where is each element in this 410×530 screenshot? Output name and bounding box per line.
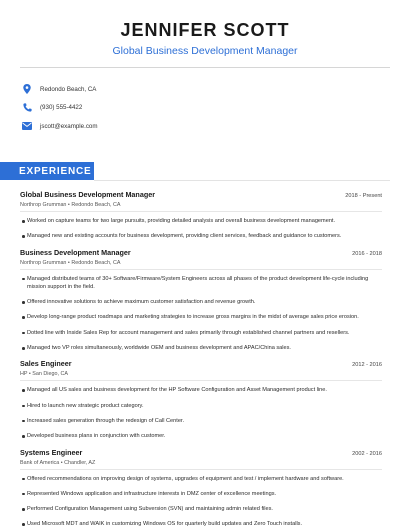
contact-phone xyxy=(22,99,410,117)
job-employer: Northrop Grumman • Redondo Beach, CA xyxy=(20,202,121,208)
job-dates: 2016 - 2018 xyxy=(352,250,382,257)
job-divider xyxy=(20,211,382,212)
job-bullet: Offered recommendations on improving design of systems, upgrades of equipment and test / implement hardware and software. xyxy=(27,475,382,483)
job-entry xyxy=(20,359,382,440)
job-bullet: Used Microsoft MDT and WAIK in customizing Windows OS for quarterly build updates and Zero Touch installs. xyxy=(27,520,382,528)
job-divider xyxy=(20,380,382,381)
job-bullets xyxy=(20,475,382,529)
job-role: Global Business Development Manager xyxy=(20,190,156,199)
location-pin-icon xyxy=(22,84,32,94)
job-bullets xyxy=(20,275,382,353)
contact-email xyxy=(22,117,410,135)
job-employer: Bank of America • Chandler, AZ xyxy=(20,459,96,466)
contact-phone-text: (930) 555-4422 xyxy=(40,104,83,111)
job-bullets xyxy=(20,386,382,440)
job-bullet: Managed two VP roles simultaneously, worldwide OEM and business development and APAC/China sales. xyxy=(27,344,382,352)
job-bullets xyxy=(20,217,382,241)
job-divider xyxy=(20,269,382,270)
job-bullet: Offered innovative solutions to achieve maximum customer satisfaction and revenue growth. xyxy=(27,298,382,306)
section-divider xyxy=(94,180,390,181)
candidate-name: JENNIFER SCOTT xyxy=(120,20,290,40)
job-bullet: Hired to launch new strategic product category. xyxy=(27,402,382,410)
job-dates: 2002 - 2016 xyxy=(352,450,382,457)
job-divider xyxy=(20,469,382,470)
job-bullet: Performed Configuration Management using Subversion (SVN) and maintaining admin related files. xyxy=(27,505,382,513)
job-dates: 2018 - Present xyxy=(345,193,382,199)
contact-location xyxy=(22,80,410,98)
contact-list xyxy=(0,68,410,135)
job-bullet: Develop long-range product roadmaps and marketing strategies to increase gross margins in the midst of average sales price erosion. xyxy=(27,313,382,321)
candidate-title: Global Business Development Manager xyxy=(112,45,298,57)
job-bullet: Managed new and existing accounts for business development, providing client services, feedback and guidance to customers. xyxy=(27,232,382,240)
envelope-icon xyxy=(22,121,32,131)
job-bullet: Managed distributed teams of 30+ Software/Firmware/System Engineers across all phases of the product development life-cycle including mission support in the field. xyxy=(27,275,382,292)
contact-location-text: Redondo Beach, CA xyxy=(40,85,97,93)
job-entry xyxy=(20,448,382,529)
phone-icon xyxy=(22,103,32,113)
job-role: Sales Engineer xyxy=(20,359,72,369)
job-entry xyxy=(20,190,382,241)
job-bullet: Worked on capture teams for two large pursuits, providing detailed analysis and overall business development management. xyxy=(27,217,382,225)
job-bullet: Dotted line with Inside Sales Rep for account management and sales primarily through established channel partners and resellers. xyxy=(27,329,382,337)
experience-section-heading: EXPERIENCE xyxy=(0,162,94,180)
job-role: Business Development Manager xyxy=(20,247,131,257)
job-bullet: Developed business plans in conjunction with customer. xyxy=(27,432,382,440)
contact-email-text: jscott@example.com xyxy=(40,122,98,130)
job-employer: Northrop Grumman • Redondo Beach, CA xyxy=(20,259,121,266)
experience-list xyxy=(20,190,382,530)
job-bullet: Managed all US sales and business development for the HP Software Configuration and Asset Management product line. xyxy=(27,386,382,394)
resume-header xyxy=(0,0,410,57)
job-employer: HP • San Diego, CA xyxy=(20,371,68,378)
job-dates: 2012 - 2016 xyxy=(352,362,382,369)
job-entry xyxy=(20,248,382,353)
job-bullet: Increased sales generation through the redesign of Call Center. xyxy=(27,417,382,425)
job-bullet: Represented Windows application and infrastructure interests in DMZ center of excellence meetings. xyxy=(27,490,382,498)
job-role: Systems Engineer xyxy=(20,447,83,457)
